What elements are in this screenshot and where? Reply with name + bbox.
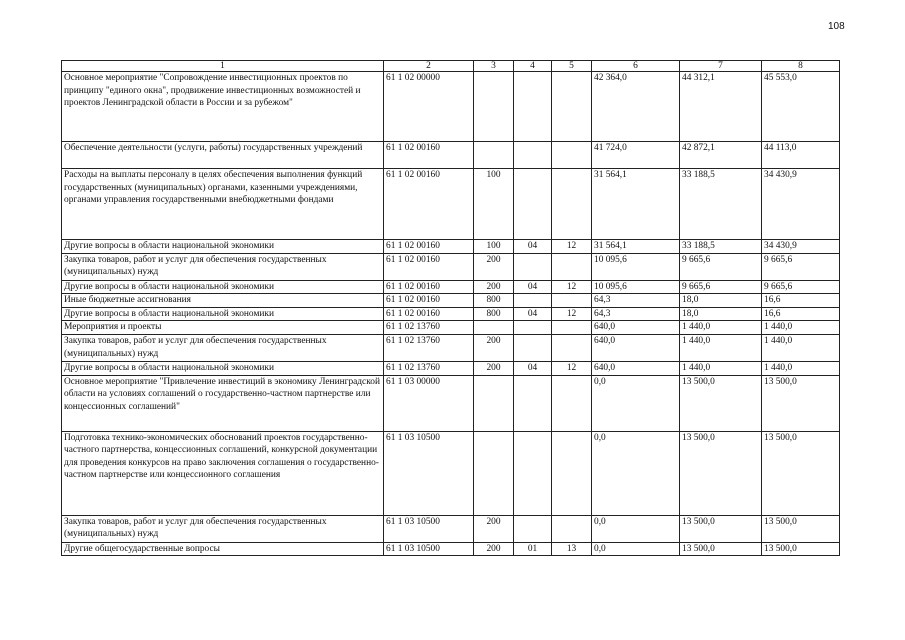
row-expense-type [474, 72, 514, 142]
row-section [514, 515, 552, 542]
row-name: Другие вопросы в области национальной экономики [62, 240, 384, 254]
row-code: 61 1 02 00160 [384, 169, 474, 240]
col-header-2: 2 [384, 61, 474, 72]
row-name: Закупка товаров, работ и услуг для обеспечения государственных (муниципальных) нужд [62, 253, 384, 280]
row-section: 01 [514, 542, 552, 556]
row-amount-8: 13 500,0 [762, 431, 840, 515]
row-name: Подготовка технико-экономических обоснований проектов государственно-частного партнерства, концессионных соглашений, конкурсной документации для проведения конкурсов на право заключения соглашения о государственно-частном партнерстве или концессионного соглашения [62, 431, 384, 515]
row-code: 61 1 02 00160 [384, 142, 474, 169]
table-row [62, 321, 840, 335]
col-header-5: 5 [552, 61, 592, 72]
row-section: 04 [514, 307, 552, 321]
header-row [62, 61, 840, 72]
row-amount-6: 0,0 [592, 431, 680, 515]
row-code: 61 1 02 00160 [384, 280, 474, 294]
row-expense-type: 200 [474, 542, 514, 556]
row-amount-7: 1 440,0 [680, 361, 762, 375]
col-header-7: 7 [680, 61, 762, 72]
row-amount-7: 13 500,0 [680, 542, 762, 556]
row-code: 61 1 03 00000 [384, 375, 474, 431]
row-amount-8: 9 665,6 [762, 280, 840, 294]
row-expense-type [474, 321, 514, 335]
row-expense-type [474, 431, 514, 515]
row-amount-6: 640,0 [592, 361, 680, 375]
table-row [62, 431, 840, 515]
row-expense-type [474, 375, 514, 431]
row-subsection: 12 [552, 280, 592, 294]
table-row [62, 307, 840, 321]
table-row [62, 334, 840, 361]
row-code: 61 1 02 00160 [384, 253, 474, 280]
row-amount-8: 9 665,6 [762, 253, 840, 280]
row-name: Другие общегосударственные вопросы [62, 542, 384, 556]
row-code: 61 1 02 13760 [384, 321, 474, 335]
row-amount-6: 42 364,0 [592, 72, 680, 142]
table-row [62, 72, 840, 142]
row-amount-8: 1 440,0 [762, 361, 840, 375]
table-row [62, 542, 840, 556]
row-name: Основное мероприятие "Привлечение инвестиций в экономику Ленинградской области на условиях соглашений о государственно-частном партнерстве или концессионных соглашений" [62, 375, 384, 431]
row-code: 61 1 02 13760 [384, 334, 474, 361]
row-subsection [552, 375, 592, 431]
row-amount-7: 33 188,5 [680, 240, 762, 254]
row-amount-7: 42 872,1 [680, 142, 762, 169]
table-row [62, 294, 840, 308]
row-subsection: 12 [552, 240, 592, 254]
row-amount-8: 45 553,0 [762, 72, 840, 142]
table-row [62, 280, 840, 294]
row-subsection [552, 72, 592, 142]
row-amount-8: 34 430,9 [762, 240, 840, 254]
row-subsection [552, 321, 592, 335]
row-amount-7: 9 665,6 [680, 280, 762, 294]
table-row [62, 361, 840, 375]
row-subsection: 12 [552, 307, 592, 321]
row-amount-7: 13 500,0 [680, 375, 762, 431]
row-name: Другие вопросы в области национальной экономики [62, 280, 384, 294]
row-amount-8: 13 500,0 [762, 515, 840, 542]
page-number: 108 [828, 21, 845, 32]
row-amount-7: 18,0 [680, 307, 762, 321]
row-subsection [552, 253, 592, 280]
row-section [514, 142, 552, 169]
row-code: 61 1 02 00160 [384, 307, 474, 321]
row-subsection [552, 431, 592, 515]
row-amount-8: 34 430,9 [762, 169, 840, 240]
row-subsection [552, 169, 592, 240]
row-code: 61 1 02 00160 [384, 294, 474, 308]
row-amount-6: 31 564,1 [592, 240, 680, 254]
row-section [514, 321, 552, 335]
row-amount-7: 1 440,0 [680, 334, 762, 361]
table-row [62, 253, 840, 280]
row-name: Другие вопросы в области национальной экономики [62, 361, 384, 375]
row-section [514, 294, 552, 308]
row-amount-7: 13 500,0 [680, 515, 762, 542]
row-subsection: 13 [552, 542, 592, 556]
row-amount-8: 1 440,0 [762, 334, 840, 361]
row-amount-6: 10 095,6 [592, 280, 680, 294]
row-amount-8: 44 113,0 [762, 142, 840, 169]
row-name: Основное мероприятие "Сопровождение инвестиционных проектов по принципу "единого окна", продвижение инвестиционных возможностей и проектов Ленинградской области в России и за рубежом" [62, 72, 384, 142]
row-expense-type: 800 [474, 294, 514, 308]
row-code: 61 1 03 10500 [384, 431, 474, 515]
row-amount-6: 10 095,6 [592, 253, 680, 280]
row-amount-6: 31 564,1 [592, 169, 680, 240]
row-section [514, 253, 552, 280]
table-row [62, 515, 840, 542]
row-name: Мероприятия и проекты [62, 321, 384, 335]
row-code: 61 1 02 13760 [384, 361, 474, 375]
row-name: Иные бюджетные ассигнования [62, 294, 384, 308]
row-expense-type: 200 [474, 280, 514, 294]
col-header-4: 4 [514, 61, 552, 72]
row-section: 04 [514, 280, 552, 294]
row-amount-7: 33 188,5 [680, 169, 762, 240]
row-name: Другие вопросы в области национальной экономики [62, 307, 384, 321]
row-amount-6: 64,3 [592, 294, 680, 308]
table-row [62, 240, 840, 254]
row-amount-7: 1 440,0 [680, 321, 762, 335]
row-code: 61 1 03 10500 [384, 515, 474, 542]
table-row [62, 142, 840, 169]
row-section [514, 169, 552, 240]
row-code: 61 1 02 00160 [384, 240, 474, 254]
row-subsection [552, 294, 592, 308]
row-name: Закупка товаров, работ и услуг для обеспечения государственных (муниципальных) нужд [62, 515, 384, 542]
col-header-3: 3 [474, 61, 514, 72]
row-amount-7: 18,0 [680, 294, 762, 308]
row-subsection [552, 334, 592, 361]
row-section: 04 [514, 361, 552, 375]
row-name: Обеспечение деятельности (услуги, работы) государственных учреждений [62, 142, 384, 169]
row-amount-8: 16,6 [762, 294, 840, 308]
row-amount-6: 0,0 [592, 515, 680, 542]
row-name: Расходы на выплаты персоналу в целях обеспечения выполнения функций государственных (муниципальных) органами, казенными учреждениями, органами управления государственными внебюджетными фондами [62, 169, 384, 240]
row-section: 04 [514, 240, 552, 254]
row-section [514, 334, 552, 361]
row-amount-6: 64,3 [592, 307, 680, 321]
budget-table [61, 60, 840, 556]
col-header-6: 6 [592, 61, 680, 72]
row-expense-type: 200 [474, 334, 514, 361]
row-amount-8: 16,6 [762, 307, 840, 321]
row-expense-type: 200 [474, 253, 514, 280]
row-amount-8: 13 500,0 [762, 375, 840, 431]
col-header-1: 1 [62, 61, 384, 72]
row-subsection: 12 [552, 361, 592, 375]
row-name: Закупка товаров, работ и услуг для обеспечения государственных (муниципальных) нужд [62, 334, 384, 361]
row-section [514, 431, 552, 515]
table-row [62, 169, 840, 240]
row-amount-8: 1 440,0 [762, 321, 840, 335]
row-amount-7: 13 500,0 [680, 431, 762, 515]
row-amount-6: 41 724,0 [592, 142, 680, 169]
row-amount-7: 44 312,1 [680, 72, 762, 142]
row-amount-6: 0,0 [592, 542, 680, 556]
row-code: 61 1 03 10500 [384, 542, 474, 556]
row-amount-6: 0,0 [592, 375, 680, 431]
row-expense-type: 200 [474, 515, 514, 542]
row-subsection [552, 515, 592, 542]
row-expense-type: 100 [474, 169, 514, 240]
row-expense-type: 200 [474, 361, 514, 375]
table-row [62, 375, 840, 431]
row-expense-type: 100 [474, 240, 514, 254]
row-amount-6: 640,0 [592, 334, 680, 361]
row-section [514, 72, 552, 142]
row-amount-6: 640,0 [592, 321, 680, 335]
row-code: 61 1 02 00000 [384, 72, 474, 142]
row-expense-type [474, 142, 514, 169]
row-subsection [552, 142, 592, 169]
row-amount-8: 13 500,0 [762, 542, 840, 556]
row-amount-7: 9 665,6 [680, 253, 762, 280]
col-header-8: 8 [762, 61, 840, 72]
row-expense-type: 800 [474, 307, 514, 321]
row-section [514, 375, 552, 431]
